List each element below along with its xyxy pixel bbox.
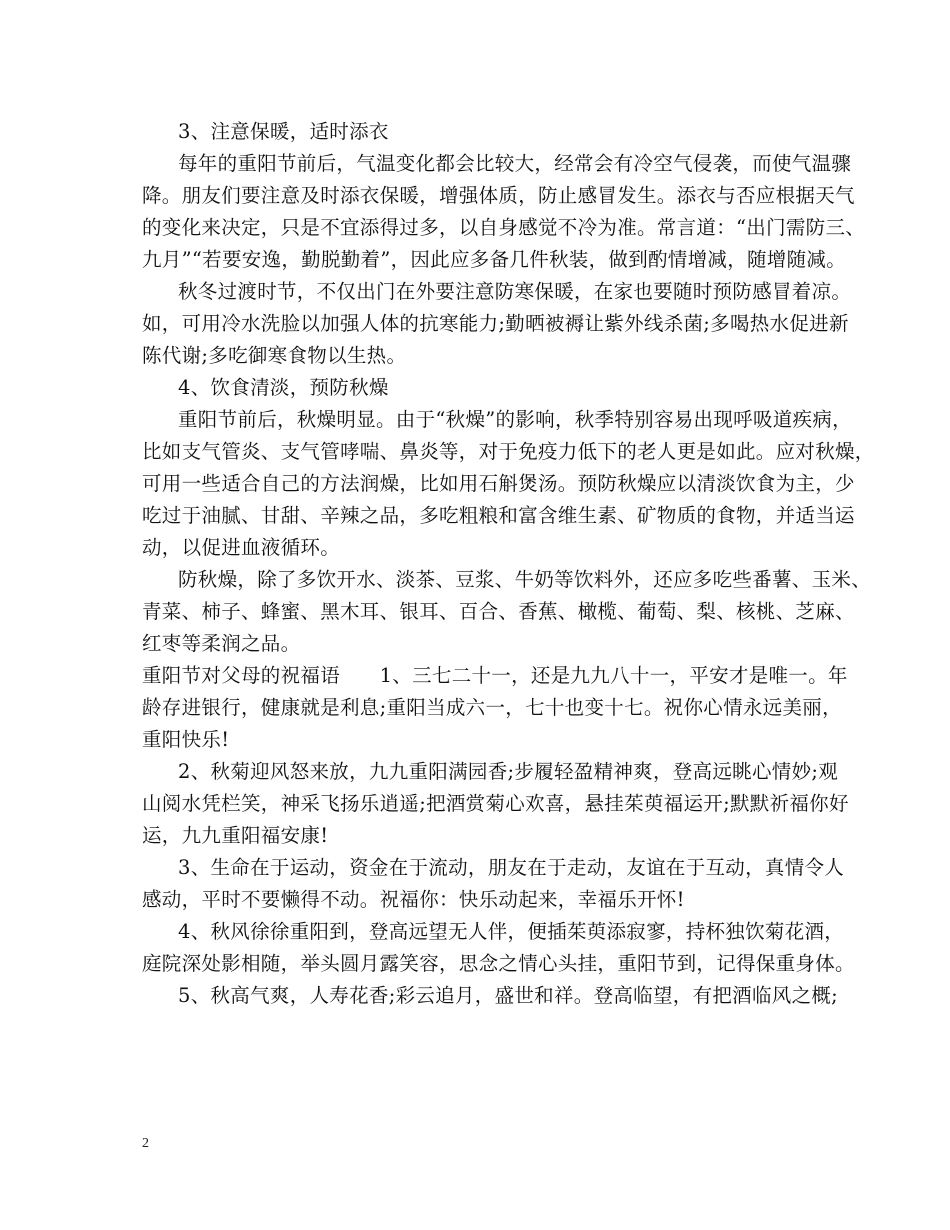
page-number: 2 — [142, 1136, 149, 1151]
text-line: 降。朋友们要注意及时添衣保暖，增强体质，防止感冒发生。添衣与否应根据天气 — [142, 184, 855, 207]
text-line: 九月”“若要安逸，勤脱勤着”，因此应多备几件秋装，做到酌情增减，随增随减。 — [142, 248, 847, 271]
text-line: 秋冬过渡时节，不仅出门在外要注意防寒保暖，在家也要随时预防感冒着凉。 — [178, 280, 852, 303]
text-line: 龄存进银行，健康就是利息;重阳当成六一，七十也变十七。祝你心情永远美丽， — [142, 696, 842, 719]
text-line: 的变化来决定，只是不宜添得过多，以自身感觉不冷为准。常言道：“出门需防三、 — [142, 216, 866, 239]
text-line: 4、秋风徐徐重阳到，登高远望无人伴，便插茱萸添寂寥，持杯独饮菊花酒， — [178, 920, 845, 943]
text-line: 陈代谢;多吃御寒食物以生热。 — [142, 344, 407, 367]
text-line: 感动，平时不要懒得不动。祝福你：快乐动起来，幸福乐开怀! — [142, 888, 685, 911]
document-body — [142, 116, 875, 1012]
text-line: 每年的重阳节前后，气温变化都会比较大，经常会有冷空气侵袭，而使气温骤 — [178, 152, 852, 175]
text-line: 可用一些适合自己的方法润燥，比如用石斛煲汤。预防秋燥应以清淡饮食为主，少 — [142, 472, 855, 495]
text-line: 2、秋菊迎风怒来放，九九重阳满园香;步履轻盈精神爽，登高远眺心情妙;观 — [178, 760, 839, 783]
text-line: 重阳快乐! — [142, 728, 230, 751]
text-line: 运，九九重阳福安康! — [142, 824, 329, 847]
text-line: 动，以促进血液循环。 — [142, 536, 341, 559]
text-line: 如，可用冷水洗脸以加强人体的抗寒能力;勤晒被褥让紫外线杀菌;多喝热水促进新 — [142, 312, 849, 335]
text-line: 吃过于油腻、甘甜、辛辣之品，多吃粗粮和富含维生素、矿物质的食物，并适当运 — [142, 504, 855, 527]
text-line: 红枣等柔润之品。 — [142, 632, 301, 655]
text-line: 3、注意保暖，适时添衣 — [178, 120, 389, 143]
text-line: 3、生命在于运动，资金在于流动，朋友在于走动，友谊在于互动，真情令人 — [178, 856, 845, 879]
text-line: 庭院深处影相随，举头圆月露笑容，思念之情心头挂，重阳节到，记得保重身体。 — [142, 952, 855, 975]
text-line: 青菜、柿子、蜂蜜、黑木耳、银耳、百合、香蕉、橄榄、葡萄、梨、核桃、芝麻、 — [142, 600, 855, 623]
text-line: 重阳节前后，秋燥明显。由于“秋燥”的影响，秋季特别容易出现呼吸道疾病， — [178, 408, 852, 431]
text-line: 4、饮食清淡，预防秋燥 — [178, 376, 389, 399]
text-line: 重阳节对父母的祝福语 1、三七二十一，还是九九八十一，平安才是唯一。年 — [142, 664, 848, 687]
text-line: 山阅水凭栏笑，神采飞扬乐逍遥;把酒赏菊心欢喜，悬挂茱萸福运开;默默祈福你好 — [142, 792, 849, 815]
text-line: 比如支气管炎、支气管哮喘、鼻炎等，对于免疫力低下的老人更是如此。应对秋燥， — [142, 440, 875, 463]
text-line: 防秋燥，除了多饮开水、淡茶、豆浆、牛奶等饮料外，还应多吃些番薯、玉米、 — [178, 568, 872, 591]
text-line: 5、秋高气爽，人寿花香;彩云追月，盛世和祥。登高临望，有把酒临风之概; — [178, 984, 839, 1007]
